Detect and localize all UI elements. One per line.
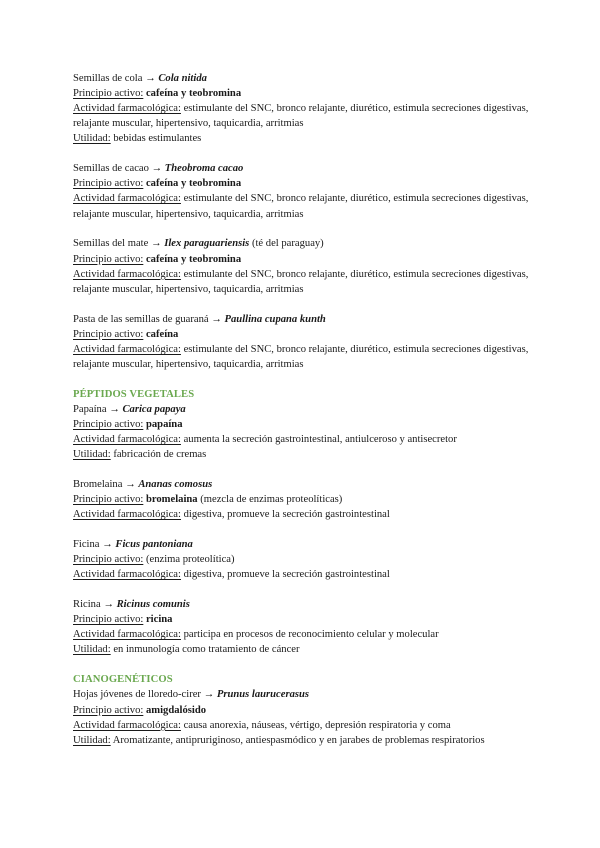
principio-value: bromelaina xyxy=(145,494,198,506)
utilidad-line xyxy=(73,733,530,748)
plant-name: Pasta de las semillas de guaraná xyxy=(73,313,209,325)
arrow-icon: → xyxy=(150,238,162,250)
entry-block xyxy=(73,477,530,522)
species-name: Ananas comosus xyxy=(138,479,213,491)
principio-line xyxy=(73,176,530,191)
entry-title xyxy=(73,161,530,176)
principio-value: cafeína y teobromina xyxy=(145,253,242,265)
principio-label: Principio activo: xyxy=(73,704,144,716)
actividad-line xyxy=(73,101,530,131)
plant-name: Semillas del mate xyxy=(73,238,149,250)
arrow-icon: → xyxy=(125,479,136,491)
species-name: Carica papaya xyxy=(122,403,186,415)
entry-title xyxy=(73,687,530,702)
actividad-line xyxy=(73,627,530,642)
plant-name: Hojas jóvenes de lloredo-cirer xyxy=(73,689,201,701)
arrow-icon: → xyxy=(109,403,120,415)
principio-value: cafeína y teobromina xyxy=(145,178,242,190)
actividad-label: Actividad farmacológica: xyxy=(73,434,181,446)
utilidad-line xyxy=(73,642,530,657)
arrow-icon: → xyxy=(145,73,156,84)
species-name: Paullina cupana kunth xyxy=(224,313,326,325)
section-heading: CIANOGENÉTICOS xyxy=(73,674,173,686)
entry-title xyxy=(73,312,530,327)
actividad-value: estimulante del SNC, bronco relajante, diurético, estimula secreciones digestivas, relajante muscular, hipertensivo, taquicardia, arritmias xyxy=(73,343,529,370)
utilidad-value: en inmunología como tratamiento de cáncer xyxy=(113,644,300,656)
utilidad-label: Utilidad: xyxy=(73,133,111,145)
arrow-icon: → xyxy=(151,163,163,175)
actividad-label: Actividad farmacológica: xyxy=(73,343,181,355)
species-note: (té del paraguay) xyxy=(251,238,324,250)
principio-line xyxy=(73,552,530,567)
actividad-value: digestiva, promueve la secreción gastrointestinal xyxy=(183,569,390,581)
actividad-line xyxy=(73,342,530,372)
plant-name: Semillas de cola xyxy=(73,73,143,84)
plant-name: Papaína xyxy=(73,403,107,415)
section-heading: PÉPTIDOS VEGETALES xyxy=(73,388,195,400)
actividad-line xyxy=(73,267,530,297)
utilidad-value: Aromatizante, antipruriginoso, antiespasmódico y en jarabes de problemas respiratorios xyxy=(112,734,485,746)
plant-name: Semillas de cacao xyxy=(73,163,149,175)
actividad-label: Actividad farmacológica: xyxy=(73,193,181,205)
actividad-value: estimulante del SNC, bronco relajante, diurético, estimula secreciones digestivas, relajante muscular, hipertensivo, taquicardia, arritmias xyxy=(73,103,529,130)
actividad-line xyxy=(73,191,530,221)
entry-title xyxy=(73,537,530,552)
principio-label: Principio activo: xyxy=(73,328,144,340)
principio-line xyxy=(73,417,530,432)
actividad-value: participa en procesos de reconocimiento celular y molecular xyxy=(183,629,439,641)
actividad-line xyxy=(73,567,530,582)
actividad-label: Actividad farmacológica: xyxy=(73,569,181,581)
entry-title xyxy=(73,236,530,251)
actividad-value: aumenta la secreción gastrointestinal, antiulceroso y antisecretor xyxy=(183,434,457,446)
plant-name: Bromelaina xyxy=(73,479,123,491)
entry-block xyxy=(73,597,530,657)
principio-label: Principio activo: xyxy=(73,253,144,265)
utilidad-value: fabricación de cremas xyxy=(113,449,207,461)
principio-line xyxy=(73,86,530,101)
actividad-line xyxy=(73,507,530,522)
principio-value: papaína xyxy=(145,418,183,430)
actividad-label: Actividad farmacológica: xyxy=(73,268,181,280)
principio-value: amigdalósido xyxy=(145,704,207,716)
actividad-line xyxy=(73,718,530,733)
actividad-label: Actividad farmacológica: xyxy=(73,103,181,115)
principio-value: cafeína xyxy=(145,328,179,340)
actividad-label: Actividad farmacológica: xyxy=(73,629,181,641)
actividad-label: Actividad farmacológica: xyxy=(73,509,181,521)
principio-label: Principio activo: xyxy=(73,554,144,566)
principio-note: (mezcla de enzimas proteolíticas) xyxy=(200,494,343,506)
principio-label: Principio activo: xyxy=(73,614,144,626)
principio-label: Principio activo: xyxy=(73,88,144,100)
utilidad-line xyxy=(73,131,530,146)
principio-label: Principio activo: xyxy=(73,494,144,506)
principio-value: ricina xyxy=(145,614,173,626)
principio-note: (enzima proteolítica) xyxy=(145,554,235,566)
species-name: Cola nitida xyxy=(158,73,207,84)
arrow-icon: → xyxy=(103,599,114,611)
principio-line xyxy=(73,703,530,718)
principio-label: Principio activo: xyxy=(73,418,144,430)
utilidad-label: Utilidad: xyxy=(73,734,111,746)
arrow-icon: → xyxy=(211,313,222,325)
entry-block xyxy=(73,687,530,747)
utilidad-label: Utilidad: xyxy=(73,644,111,656)
species-name: Ficus pantoniana xyxy=(115,539,193,551)
entry-block xyxy=(73,236,530,296)
actividad-value: estimulante del SNC, bronco relajante, diurético, estimula secreciones digestivas, relajante muscular, hipertensivo, taquicardia, arritmias xyxy=(73,268,529,295)
entry-block xyxy=(73,161,530,221)
utilidad-line xyxy=(73,447,530,462)
species-name: Ricinus comunis xyxy=(116,599,190,611)
utilidad-label: Utilidad: xyxy=(73,449,111,461)
principio-line xyxy=(73,252,530,267)
utilidad-value: bebidas estimulantes xyxy=(113,133,202,145)
arrow-icon: → xyxy=(203,689,215,701)
arrow-icon: → xyxy=(102,539,113,551)
principio-label: Principio activo: xyxy=(73,178,144,190)
entry-title xyxy=(73,477,530,492)
actividad-value: causa anorexia, náuseas, vértigo, depresión respiratoria y coma xyxy=(183,719,451,731)
actividad-value: estimulante del SNC, bronco relajante, diurético, estimula secreciones digestivas, relajante muscular, hipertensivo, taquicardia, arritmias xyxy=(73,193,529,220)
species-name: Prunus laurucerasus xyxy=(216,689,310,701)
principio-value: cafeína y teobromina xyxy=(145,88,242,100)
principio-line xyxy=(73,327,530,342)
plant-name: Ricina xyxy=(73,599,101,611)
entry-block xyxy=(73,71,530,146)
entry-block xyxy=(73,402,530,462)
plant-name: Ficina xyxy=(73,539,100,551)
principio-line xyxy=(73,492,530,507)
species-name: Theobroma cacao xyxy=(164,163,244,175)
actividad-line xyxy=(73,432,530,447)
species-name: Ilex paraguariensis xyxy=(164,238,250,250)
entry-title xyxy=(73,597,530,612)
entry-block xyxy=(73,312,530,372)
entry-title xyxy=(73,402,530,417)
entry-block xyxy=(73,537,530,582)
principio-line xyxy=(73,612,530,627)
entry-title xyxy=(73,71,530,86)
actividad-label: Actividad farmacológica: xyxy=(73,719,181,731)
actividad-value: digestiva, promueve la secreción gastrointestinal xyxy=(183,509,390,521)
